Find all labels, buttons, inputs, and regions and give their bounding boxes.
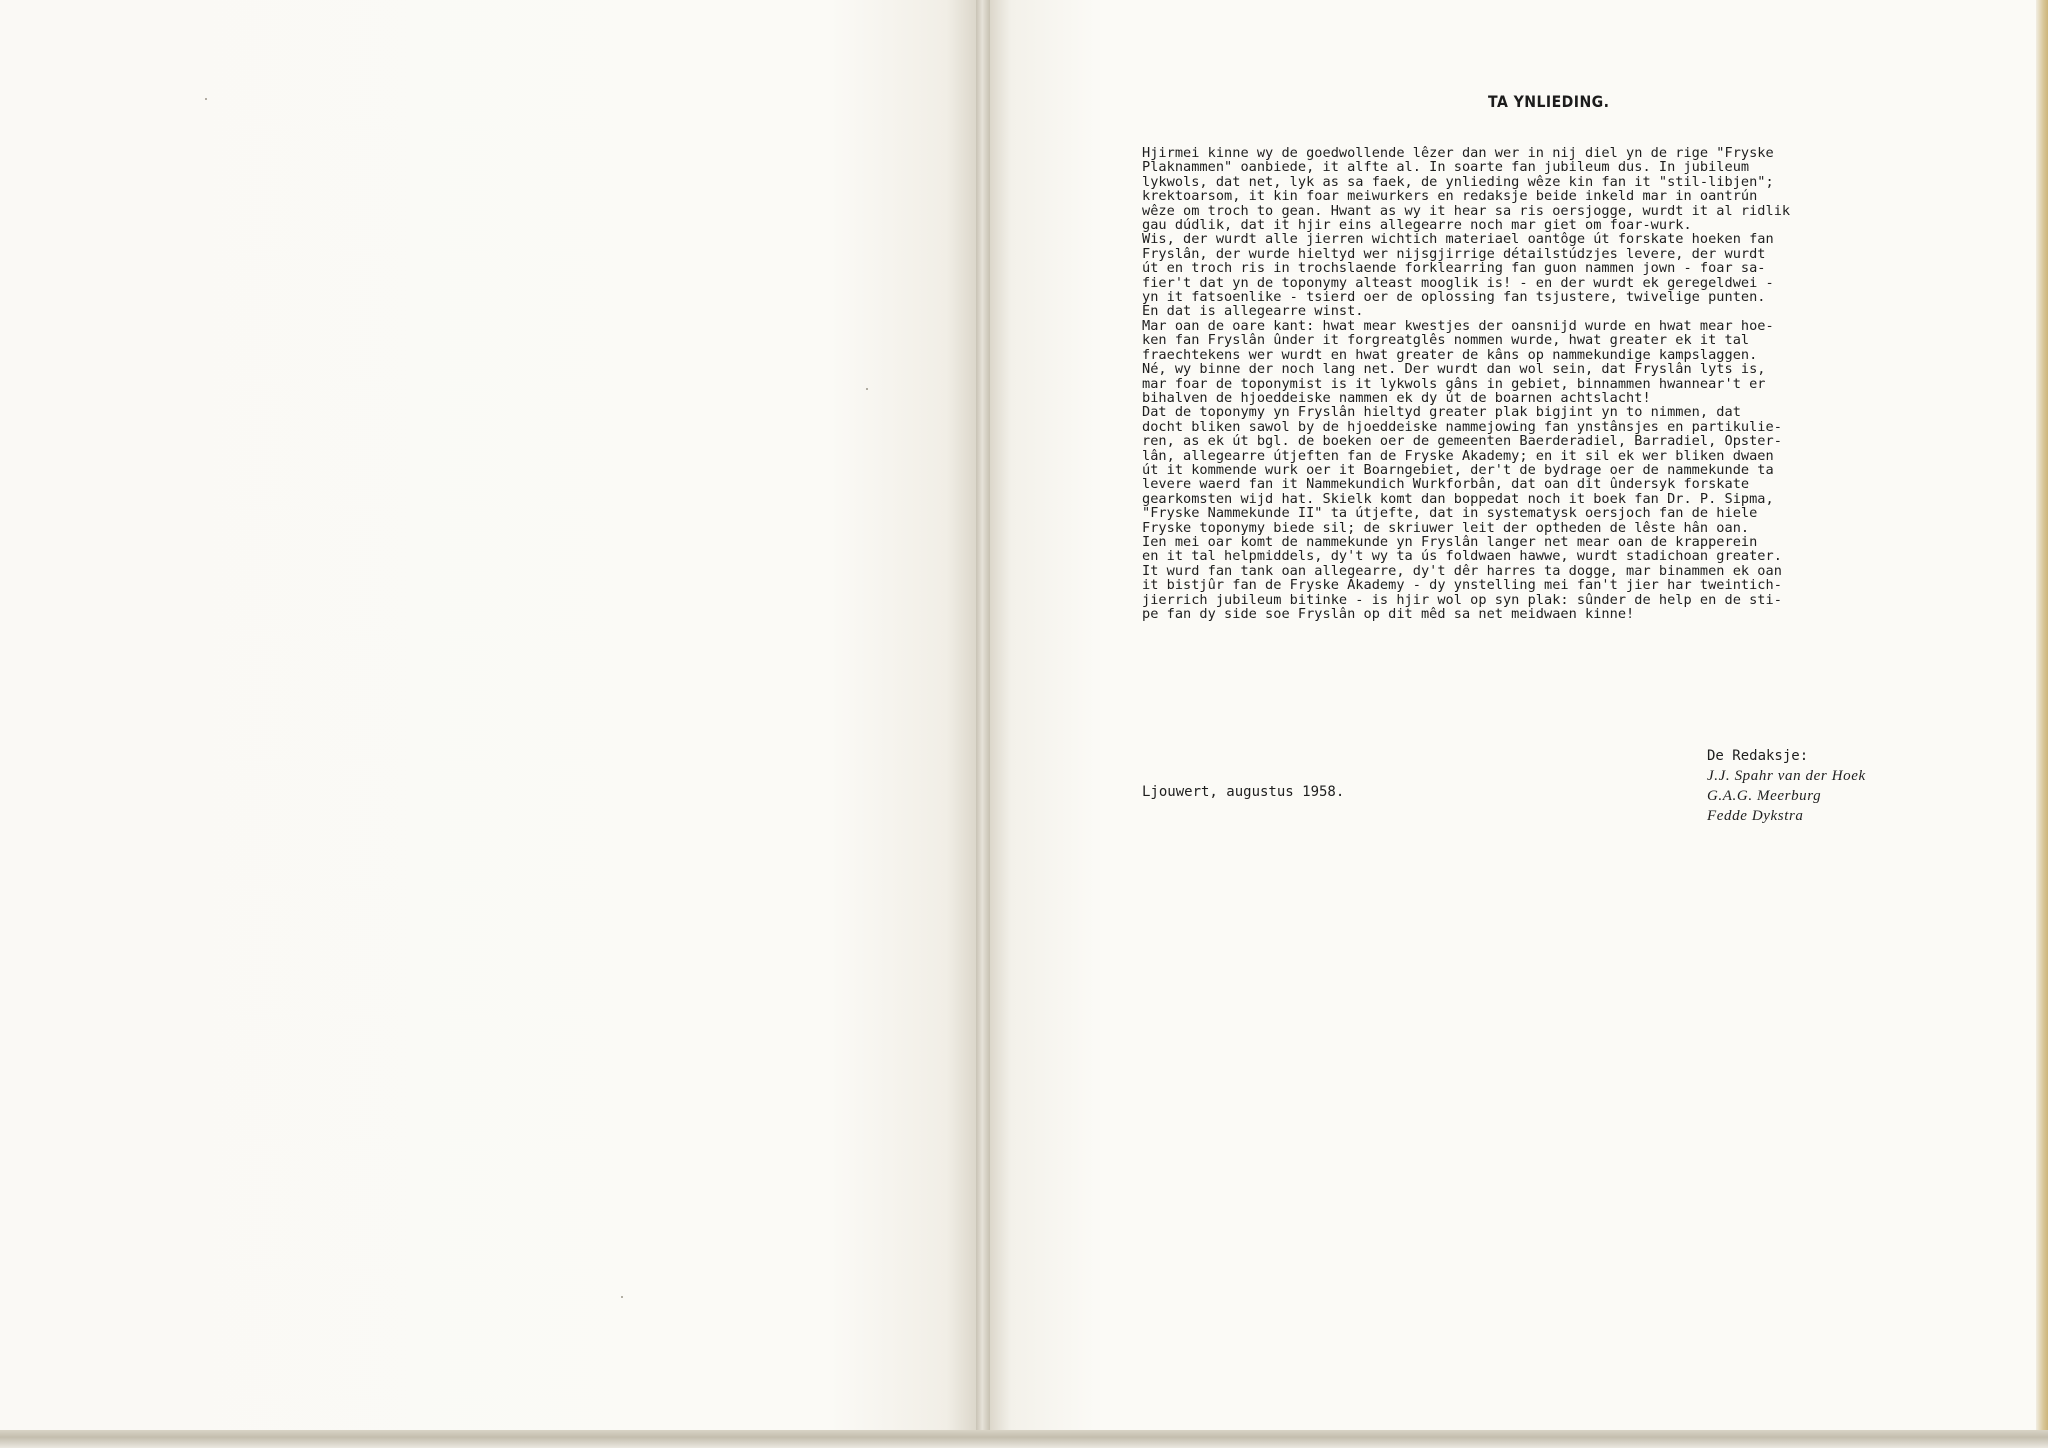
page-title: TA YNLIEDING. bbox=[1488, 92, 1610, 111]
paper-speck bbox=[205, 98, 207, 100]
body-line: Ien mei oar komt de nammekunde yn Fryslân langer net mear oan de krapperein bbox=[1142, 533, 1758, 550]
body-line: Dat de toponymy yn Fryslân hieltyd greater plak bigjint yn to nimmen, dat bbox=[1142, 404, 1741, 421]
body-line: mar foar de toponymist is it lykwols gâns in gebiet, binnammen hwannear't er bbox=[1142, 375, 1766, 392]
body-line: bihalven de hjoeddeiske nammen ek dy út de boarnen achtslacht! bbox=[1142, 389, 1651, 406]
body-line: Né, wy binne der noch lang net. Der wurdt dan wol sein, dat Fryslân lyts is, bbox=[1142, 361, 1766, 378]
body-line: ken fan Fryslân ûnder it forgreatglês nommen wurde, hwat greater ek it tal bbox=[1142, 332, 1750, 349]
body-line: krektoarsom, it kin foar meiwurkers en redaksje beide inkeld mar in oantrún bbox=[1142, 188, 1758, 205]
body-line: en it tal helpmiddels, dy't wy ta ús foldwaen hawwe, wurdt stadichoan greater. bbox=[1142, 548, 1782, 565]
body-line: út en troch ris in trochslaende forklearring fan guon nammen jown - foar sa- bbox=[1142, 260, 1766, 277]
left-page-blank bbox=[0, 0, 976, 1430]
body-line: gau dúdlik, dat it hjir eins allegearre noch mar giet om foar-wurk. bbox=[1142, 217, 1692, 234]
body-line: gearkomsten wijd hat. Skielk komt dan boppedat noch it boek fan Dr. P. Sipma, bbox=[1142, 490, 1774, 507]
body-line: It wurd fan tank oan allegearre, dy't dêr harres ta dogge, mar binammen ek oan bbox=[1142, 562, 1782, 579]
body-line: Hjirmei kinne wy de goedwollende lêzer dan wer in nij diel yn de rige "Fryske bbox=[1142, 145, 1774, 161]
body-line: docht bliken sawol by de hjoeddeiske nammejowing fan ynstânsjes en partikulie- bbox=[1142, 418, 1782, 435]
paper-speck bbox=[866, 388, 868, 390]
body-line: Wis, der wurdt alle jierren wichtich materiael oantôge út forskate hoeken fan bbox=[1142, 231, 1774, 248]
body-line: it bistjûr fan de Fryske Akademy - dy ynstelling mei fan't jier har tweintich- bbox=[1142, 577, 1782, 594]
body-line: jierrich jubileum bitinke - is hjir wol op syn plak: sûnder de help en de sti- bbox=[1142, 591, 1782, 608]
body-line: lykwols, dat net, lyk as sa faek, de ynlieding wêze kin fan it "stil-libjen"; bbox=[1142, 173, 1774, 190]
book-gutter bbox=[976, 0, 990, 1430]
page-edge bbox=[2036, 0, 2048, 1430]
body-line: Plaknammen" oanbiede, it alfte al. In soarte fan jubileum dus. In jubileum bbox=[1142, 159, 1750, 176]
body-line: út it kommende wurk oer it Boarngebiet, der't de bydrage oer de nammekunde ta bbox=[1142, 461, 1774, 478]
introduction-body bbox=[1142, 146, 1962, 621]
body-line: En dat is allegearre winst. bbox=[1142, 303, 1364, 320]
body-line: wêze om troch to gean. Hwant as wy it hear sa ris oersjogge, wurdt it al ridlik bbox=[1142, 202, 1791, 219]
signature-heading: De Redaksje: bbox=[1707, 748, 1809, 764]
place-date: Ljouwert, augustus 1958. bbox=[1142, 784, 1345, 800]
body-line: fraechtekens wer wurdt en hwat greater de kâns op nammekundige kampslaggen. bbox=[1142, 346, 1758, 363]
body-line: ren, as ek út bgl. de boeken oer de gemeenten Baerderadiel, Barradiel, Opster- bbox=[1142, 433, 1782, 450]
editor-name: J.J. Spahr van der Hoek bbox=[1707, 768, 1866, 784]
paper-speck bbox=[621, 1296, 623, 1298]
body-line: Fryske toponymy biede sil; de skriuwer leit der optheden de lêste hân oan. bbox=[1142, 519, 1750, 536]
body-line: lân, allegearre útjeften fan de Fryske Akademy; en it sil ek wer bliken dwaen bbox=[1142, 447, 1774, 464]
body-line: pe fan dy side soe Fryslân op dit mêd sa net meidwaen kinne! bbox=[1142, 606, 1635, 622]
body-line: "Fryske Nammekunde II" ta útjefte, dat in systematysk oersjoch fan de hiele bbox=[1142, 505, 1758, 522]
body-line: yn it fatsoenlike - tsierd oer de oplossing fan tsjustere, twivelige punten. bbox=[1142, 289, 1766, 306]
body-line: fier't dat yn de toponymy alteast mooglik is! - en der wurdt ek geregeldwei - bbox=[1142, 274, 1774, 291]
editorial-signature bbox=[1707, 746, 1866, 826]
editor-name: Fedde Dykstra bbox=[1707, 808, 1804, 824]
page-bottom-edge bbox=[0, 1430, 2048, 1448]
editor-name: G.A.G. Meerburg bbox=[1707, 788, 1822, 804]
body-line: levere waerd fan it Nammekundich Wurkforbân, dat oan dit ûndersyk forskate bbox=[1142, 476, 1750, 493]
body-line: Mar oan de oare kant: hwat mear kwestjes der oansnijd wurde en hwat mear hoe- bbox=[1142, 317, 1774, 334]
body-line: Fryslân, der wurde hieltyd wer nijsgjirrige détailstúdzjes levere, der wurdt bbox=[1142, 245, 1766, 262]
